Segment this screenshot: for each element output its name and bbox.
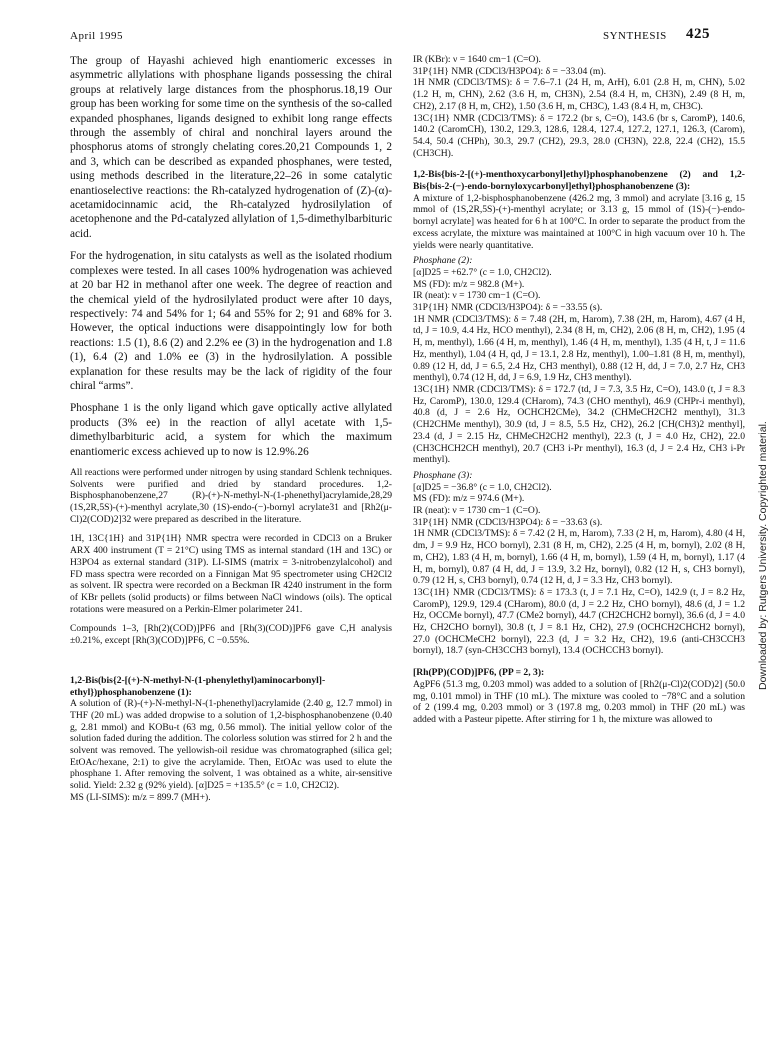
phosphane-3-h1-nmr: 1H NMR (CDCl3/TMS): δ = 7.42 (2 H, m, Harom), 7.33 (2 H, m, Harom), 4.80 (4 H, dm, J = 9.9 Hz, HCO bornyl), 2.31 (8 H, m, CH2), 2.25 (4 H, m, bornyl), 2.02 (8 H, m, CH2), 1.83 (4 H, m, bornyl), 1.66 (4 H, m, bornyl), 1.59 (4 H, m, bornyl), 1.17 (4 H, m, bornyl), 0.87 (4 H, dd, J = 13.9, 3.2 Hz, bornyl), 0.82 (12 H, s, CH3 bornyl), 0.79 (12 H, s, CH3 bornyl), 0.74 (12 H, d, J = 3.3 Hz, CH3 bornyl). [413,528,745,587]
phosphane-2-ir: IR (neat): ν = 1730 cm−1 (C=O). [413,290,541,302]
body-paragraph-allylation: Phosphane 1 is the only ligand which gave optically active allylated products (3% ee) in the reaction of allyl acetate with 1,5-dimethylbarbituric acid, a system for which the maximum enantiomeric excess achieved up to now is 12.9%.26 [70,402,392,458]
left-column [70,54,392,804]
experimental-analysis: Compounds 1–3, [Rh(2)(COD)]PF6 and [Rh(3)(COD)]PF6 gave C,H analysis ±0.21%, except [Rh(3)(COD)]PF6, C −0.55%. [70,623,392,647]
compound-1-h1-nmr: 1H NMR (CDCl3/TMS): δ = 7.6–7.1 (24 H, m, ArH), 6.01 (2.8 H, m, CHN), 5.02 (1.2 H, m, CHN), 2.62 (3.6 H, m, CH3N), 2.54 (8.4 H, m, CH3N), 2.49 (8 H, m, CH2), 2.17 (8 H, m, CH2), 1.50 (3.6 H, m, CH3C), 1.43 (8.4 H, m, CH3C). [413,77,745,112]
compounds-2-3-procedure: A mixture of 1,2-bisphosphanobenzene (426.2 mg, 3 mmol) and acrylate [3.16 g, 15 mmol of (1S,2R,5S)-(+)-menthyl acrylate; or 3.13 g, 15 mmol of (1S)-(−)-endo-bornyl acrylate] was heated for 6 h at 100°C. In order to separate the product from the excess acrylate, the mixture was maintained at 100°C in high vacuum over 10 h. The yields were nearly quantitative. [413,192,745,251]
experimental-instruments: 1H, 13C{1H} and 31P{1H} NMR spectra were recorded in CDCl3 on a Bruker ARX 400 instrument (T = 21°C) using TMS as internal standard (1H and 13C) or H3PO4 as external standard (31P). LI-SIMS (matrix = 3-nitrobenzylalcohol) and FD mass spectra were recorded on a Finnigan Mat 95 spectrometer using CH2Cl2 as solvent. IR spectra were recorded on a Beckman IR 4240 instrument in the form of KBr pellets (solid products) or films between NaCl windows (oils). The optical rotations were measured on a Perkin-Elmer polarimeter 241. [70,533,392,615]
phosphane-3-label: Phosphane (3): [413,469,473,481]
compound-1-title: 1,2-Bis(bis{2-[(+)-N-methyl-N-(1-phenylethyl)aminocarbonyl]-ethyl})phosphanobenzene (1): [70,674,326,698]
phosphane-2-h1-nmr: 1H NMR (CDCl3/TMS): δ = 7.48 (2H, m, Harom), 7.38 (2H, m, Harom), 4.67 (4 H, td, J = 10.9, 4.4 Hz, HCO menthyl), 2.34 (8 H, m, CH2), 2.06 (8 H, m, CH2), 1.95 (4 H, m, menthyl), 1.66 (4 H, m, menthyl), 1.46 (4 H, m, menthyl), 1.35 (4 H, t, J = 11.6 Hz, menthyl), 1.04 (4 H, qd, J = 13.1, 2.8 Hz, menthyl), 1.00–1.81 (8 H, m, menthyl), 0.89 (12 H, dd, J = 6.5, 2.4 Hz, CH3 menthyl), 0.88 (12 H, dd, J = 7.0, 2.7 Hz, CH3 menthyl), 0.74 (12 H, dd, J = 6.9, 1.9 Hz, CH3 menthyl). [413,313,745,384]
experimental-general: All reactions were performed under nitrogen by using standard Schlenk techniques. Solvents were purified and dried by standard procedures. 1,2-Bisphosphanobenzene,27 (R)-(+)-N-methyl-N-(1-phenethyl)acrylamide,28,29 (1S,2R,5S)-(+)-menthyl acrylate,30 (1S)-endo-(−)-bornyl acrylate31 and [Rh2(μ-Cl)2(COD)2]32 were prepared as described in the literature. [70,466,392,525]
body-paragraph-intro: The group of Hayashi achieved high enantiomeric excesses in asymmetric allylations with phosphane ligands possessing the chiral groups at relatively large distances from the phosphorus.18,19 Our group has been working for some time on the synthesis of the so-called expanded phosphanes, ligands designed to exhibit long range effects through the assembly of chiral and nonchiral layers around the phosphorus atoms of strongly chelating cores.20,21 Compounds 1, 2 and 3, which can be described as expanded phosphanes, were tested, using methods described in the literature,22–26 in some catalytic enantioselective reactions: the Rh-catalyzed hydrogenation of (Z)-(α)-acetamidocinnamic acid, the Rh-catalyzed hydrosilylation of acetophenone and the Pd-catalyzed allylation of 1,5-dimethylbarbituric acid. [70,55,392,240]
rh-complex-procedure: AgPF6 (51.3 mg, 0.203 mmol) was added to a solution of [Rh2(μ-Cl)2(COD)2] (50.0 mg, 0.101 mmol) in THF (10 mL). The mixture was cooled to −78°C and a solution of 2 (199.4 mg, 0.203 mmol) or 3 (197.8 mg, 0.203 mmol) in THF (20 mL) was added with a Pasteur pipette. After stirring for 1 h, the mixture was allowed to [413,678,745,725]
phosphane-3-rotation: [α]D25 = −36.8° (c = 1.0, CH2Cl2). [413,481,552,493]
phosphane-2-ms: MS (FD): m/z = 982.8 (M+). [413,278,525,290]
page-header [70,22,710,42]
compound-1-procedure: A solution of (R)-(+)-N-methyl-N-(1-phenethyl)acrylamide (2.40 g, 12.7 mmol) in THF (20 mL) was added dropwise to a solution of 1,2-bisphosphanobenzene (0.40 g, 2.81 mmol) and KOBu-t (63 mg, 0.56 mmol). The initial yellow color of the solution faded during the addition. The colorless solution was stirred for 2 h and the solvent was removed. The yellowish-oil residue was chromatographed (silica gel; EtOAc/hexane, 2:1) to give the acrylamide. Then, EtOAc was used to elute the phosphane 1. After removing the solvent, 1 was obtained as a white, air-sensitive solid. Yield: 2.32 g (92% yield). [α]D25 = +135.5° (c = 1.0, CH2Cl2). [70,698,392,792]
phosphane-3-p31-nmr: 31P{1H} NMR (CDCl3/H3PO4): δ = −33.63 (s). [413,516,603,528]
issue-date: April 1995 [70,30,123,42]
phosphane-2-c13-nmr: 13C{1H} NMR (CDCl3/TMS): δ = 172.7 (td, J = 7.3, 3.5 Hz, C=O), 143.0 (t, J = 8.3 Hz, CaromP), 130.0, 129.4 (CHarom), 74.3 (CHO menthyl), 46.9 (CHPr-i menthyl), 40.8 (d, J = 2.6 Hz, OCHCH2CMe), 34.2 (CHMeCH2CH2 menthyl), 31.3 (CH2CHMe menthyl), 30.9 (td, J = 8.5, 5.5 Hz, CH2), 26.2 [CH(CH3)2 menthyl], 23.4 (d, J = 2.15 Hz, CHMeCH2CH2 menthyl), 22.3 (t, J = 4.0 Hz, CH2), 22.0 (CH3CHCH2CH menthyl), 20.7 (CH3 i-Pr menthyl), 16.3 (d, J = 2.4 Hz, CH3 i-Pr menthyl). [413,383,745,466]
phosphane-2-rotation: [α]D25 = +62.7° (c = 1.0, CH2Cl2). [413,266,552,278]
phosphane-2-p31-nmr: 31P{1H} NMR (CDCl3/H3PO4): δ = −33.55 (s). [413,302,603,314]
compound-1-p31-nmr: 31P{1H} NMR (CDCl3/H3PO4): δ = −33.04 (m). [413,65,606,77]
right-column [413,54,745,726]
journal-name: SYNTHESIS [603,30,667,42]
phosphane-2-label: Phosphane (2): [413,255,473,267]
phosphane-3-ir: IR (neat): ν = 1730 cm−1 (C=O). [413,505,541,517]
compound-1-ir: IR (KBr): ν = 1640 cm−1 (C=O). [413,54,541,65]
rh-complex-title: [Rh(PP)(COD)]PF6, (PP = 2, 3): [413,667,545,679]
compound-1-c13-nmr: 13C{1H} NMR (CDCl3/TMS): δ = 172.2 (br s, C=O), 143.6 (br s, CaromP), 140.6, 140.2 (CaromCH), 130.2, 129.3, 128.6, 128.4, 127.4, 127.2, 127.1, 126.3, (Carom), 54.4, 50.4 (CHPh), 30.3, 29.7 (CH2), 29.3, 28.0 (CH3N), 22.8, 22.4 (CH2), 15.5 (CH3CH). [413,112,745,159]
download-notice: Downloaded by: Rutgers University. Copyrighted material. [757,421,769,690]
body-paragraph-hydrogenation: For the hydrogenation, in situ catalysts as well as the isolated rhodium complexes were tested. In all cases 100% hydrogenation was achieved at 20 bar H2 in methanol after one week. The degree of reaction and the chemical yield of the hydrosilylated product were after 10 days, respectively: 74 and 54% for 1; 64 and 55% for 2; 91 and 68% for 3. However, the optical inductions were disappointingly low for both reactions: 1.5 (1), 8.6 (2) and 2.2% ee (3) in the hydrogenation and 1.8 (1), 6.4 (2) and 1.0% ee (3) in the hydrosilylation. A possible explanation for these results may be the lack of rigidity of the four chiral “arms”. [70,250,392,392]
compounds-2-3-title: 1,2-Bis{bis-2-[(+)-menthoxycarbonyl]ethyl}phosphanobenzene (2) and 1,2-Bis{bis-2-(−)-endo-bornyloxycarbonyl]ethyl}phosphanobenzene (3): [413,169,745,193]
phosphane-3-ms: MS (FD): m/z = 974.6 (M+). [413,493,525,505]
page-number: 425 [686,26,710,42]
phosphane-3-c13-nmr: 13C{1H} NMR (CDCl3/TMS): δ = 173.3 (t, J = 7.1 Hz, C=O), 142.9 (t, J = 8.2 Hz, CaromP), 129.9, 129.4 (CHarom), 80.0 (d, J = 2.2 Hz, CHO bornyl), 48.6 (d, J = 1.2 Hz, OCCMe bornyl), 47.7 (CMe2 bornyl), 44.7 (CH2CHCH2 bornyl), 36.6 (d, J = 4.0 Hz, CH2CHO bornyl), 30.8 (t, J = 8.1 Hz, CH2), 27.9 (OCHCH2CHCH2 bornyl), 27.0 (OCHCMeCH2 bornyl), 22.3 (d, J = 3.2 Hz, CH2), 19.6 (anti-CH3CCH3 bornyl), 18.7 (syn-CH3CCH3 bornyl), 13.4 (OCHCCH3 bornyl). [413,586,745,657]
compound-1-ms: MS (LI-SIMS): m/z = 899.7 (MH+). [70,791,211,803]
